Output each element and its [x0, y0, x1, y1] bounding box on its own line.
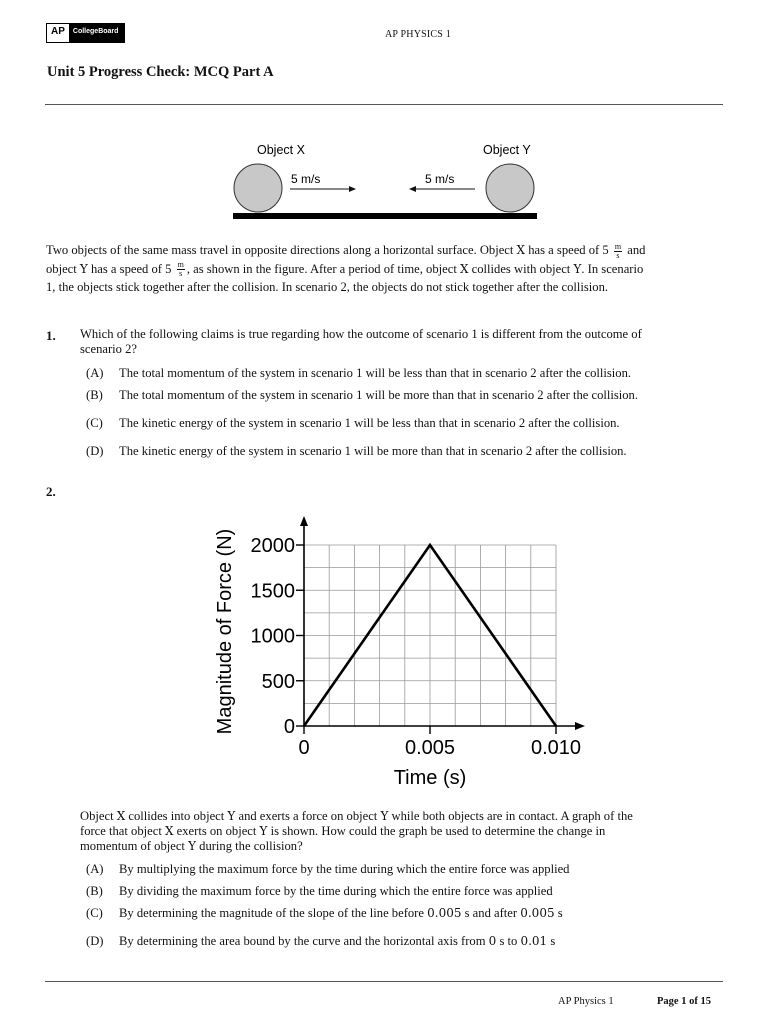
x-axis-label: Time (s): [393, 767, 467, 789]
y-tick-label: 0: [283, 716, 295, 738]
y-tick-label: 500: [261, 670, 295, 693]
question-1-number: 1.: [46, 328, 56, 343]
horizontal-surface: [233, 213, 537, 219]
q1-option-d[interactable]: (D) The kinetic energy of the system in scenario 1 will be more than that in scenario 2 after the collision.: [86, 444, 627, 458]
y-axis-label: Magnitude of Force (N): [214, 528, 236, 735]
y-axis-arrowhead: [300, 516, 308, 526]
x-tick-label: 0: [298, 737, 310, 759]
unit-fraction: $\frac{m}{s}$: [614, 241, 622, 260]
collision-figure: [225, 140, 545, 225]
unit-fraction: $\frac{m}{s}$: [177, 260, 184, 279]
x-tick-label: 0.005: [404, 737, 456, 759]
q2-option-c[interactable]: (C) By determining the magnitude of the slope of the line before 0.005 s and after 0.005 s: [86, 906, 563, 920]
logo-collegeboard-text: CollegeBoard: [69, 24, 125, 42]
speed-x-label: 5 m/s: [291, 172, 321, 186]
footer-page-number: Page 1 of 15: [657, 996, 711, 1007]
question-2-text: Object X collides into object Y and exerts a force on object Y while both objects are in contact. A graph of the force that object X exerts on object Y is shown. How could the graph be used to determine the change in momentum of object Y during the collision?: [80, 809, 633, 853]
x-axis-arrowhead: [575, 722, 585, 730]
stem-line-2: object Y has a speed of 5 $\frac{m}{s}$ , as shown in the figure. After a period of time, object X collides with object Y. In scenario: [46, 260, 644, 279]
x-tick-label: 0.010: [530, 737, 582, 759]
question-2-number: 2.: [46, 484, 56, 499]
footer-rule: [45, 981, 723, 982]
header-rule: [45, 104, 723, 105]
stem-paragraph: [46, 241, 726, 296]
question-1-text: Which of the following claims is true regarding how the outcome of scenario 1 is different from the outcome of scenario 2?: [80, 327, 642, 356]
object-x-label: Object X: [257, 143, 305, 157]
stem-line-3: 1, the objects stick together after the collision. In scenario 2, the objects do not stick together after the collision.: [46, 280, 609, 295]
speed-y-label: 5 m/s: [425, 172, 455, 186]
object-y-label: Object Y: [483, 143, 531, 157]
q2-option-b[interactable]: (B) By dividing the maximum force by the time during which the entire force was applied: [86, 884, 553, 898]
y-tick-label: 1000: [250, 625, 295, 648]
object-x-ball: [234, 164, 282, 212]
force-time-graph: [195, 495, 600, 795]
y-tick-label: 1500: [250, 580, 295, 603]
header-course: AP PHYSICS 1: [385, 29, 451, 40]
q1-option-c[interactable]: (C) The kinetic energy of the system in scenario 1 will be less than that in scenario 2 after the collision.: [86, 416, 620, 430]
q1-option-a[interactable]: (A) The total momentum of the system in scenario 1 will be less than that in scenario 2 after the collision.: [86, 366, 632, 380]
q2-option-a[interactable]: (A) By multiplying the maximum force by the time during which the entire force was applied: [86, 862, 570, 876]
stem-line-1: Two objects of the same mass travel in opposite directions along a horizontal surface. Object X has a speed of 5 $\frac{m}{s}$ and: [46, 241, 646, 260]
object-y-ball: [486, 164, 534, 212]
footer-course: AP Physics 1: [558, 996, 614, 1007]
logo-ap-text: AP: [47, 24, 69, 42]
page-title: Unit 5 Progress Check: MCQ Part A: [47, 64, 274, 80]
y-tick-label: 2000: [250, 535, 295, 557]
q1-option-b[interactable]: (B) The total momentum of the system in scenario 1 will be more than that in scenario 2 after the collision.: [86, 388, 639, 402]
q2-option-d[interactable]: (D) By determining the area bound by the curve and the horizontal axis from 0 s to 0.01 s: [86, 934, 556, 948]
